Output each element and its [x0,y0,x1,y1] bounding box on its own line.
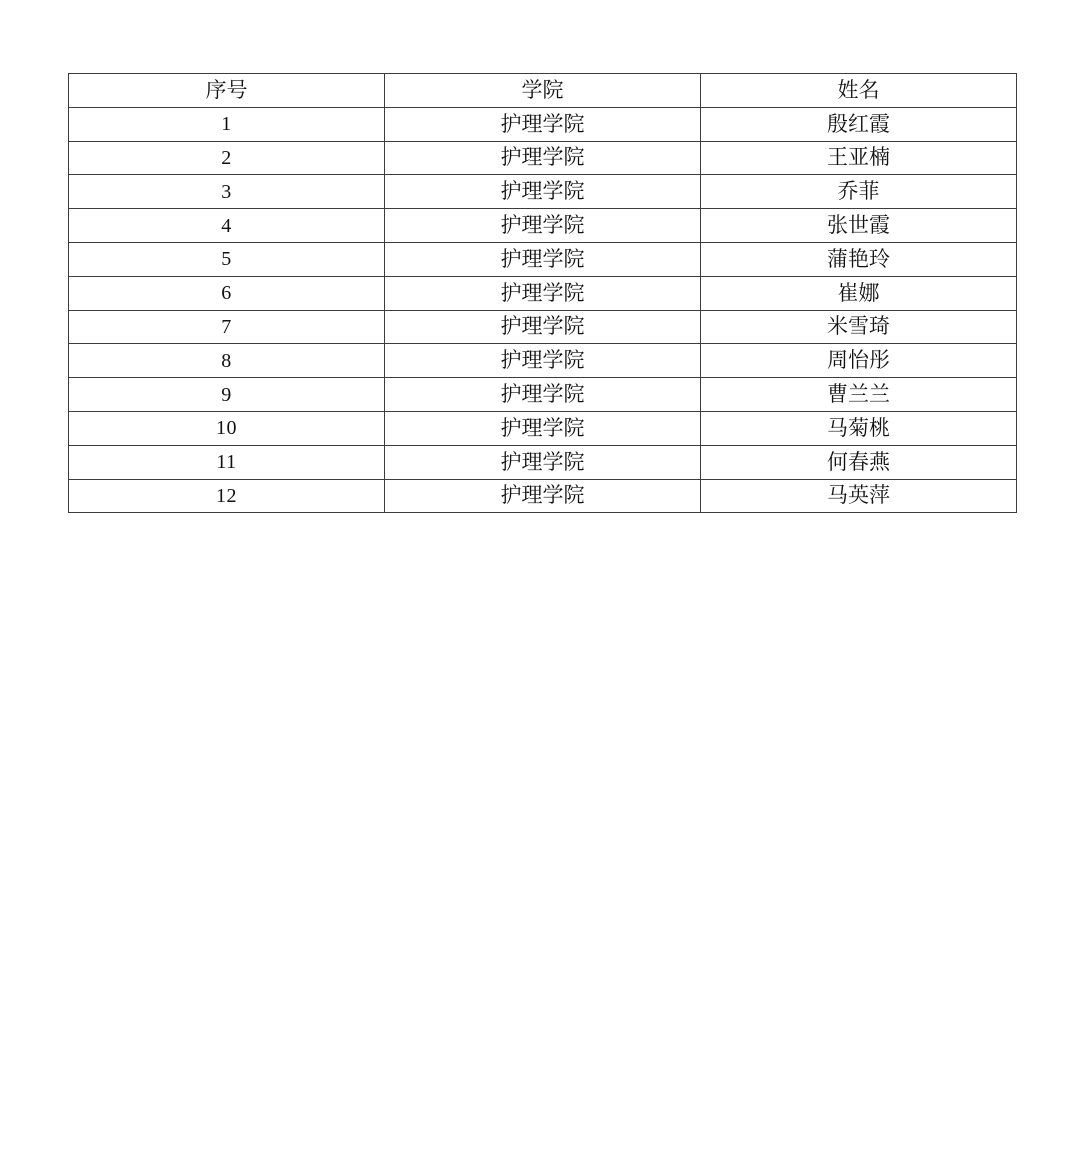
serial-number-cell: 1 [69,107,385,141]
serial-number-cell: 2 [69,141,385,175]
name-cell: 米雪琦 [701,310,1017,344]
college-cell: 护理学院 [385,378,701,412]
name-cell: 马英萍 [701,479,1017,513]
header-cell-name: 姓名 [701,74,1017,108]
serial-number-cell: 4 [69,209,385,243]
name-cell: 曹兰兰 [701,378,1017,412]
table-row [69,445,1017,479]
name-cell: 周怡彤 [701,344,1017,378]
college-cell: 护理学院 [385,209,701,243]
name-cell: 乔菲 [701,175,1017,209]
name-cell: 何春燕 [701,445,1017,479]
header-cell-serial-number: 序号 [69,74,385,108]
name-cell: 王亚楠 [701,141,1017,175]
table-row [69,479,1017,513]
college-cell: 护理学院 [385,107,701,141]
college-cell: 护理学院 [385,242,701,276]
college-cell: 护理学院 [385,175,701,209]
table-row [69,209,1017,243]
serial-number-cell: 9 [69,378,385,412]
college-cell: 护理学院 [385,445,701,479]
college-cell: 护理学院 [385,479,701,513]
college-cell: 护理学院 [385,310,701,344]
serial-number-cell: 7 [69,310,385,344]
college-cell: 护理学院 [385,411,701,445]
name-cell: 殷红霞 [701,107,1017,141]
name-cell: 崔娜 [701,276,1017,310]
table-row [69,175,1017,209]
serial-number-cell: 10 [69,411,385,445]
college-cell: 护理学院 [385,141,701,175]
table-row [69,344,1017,378]
serial-number-cell: 5 [69,242,385,276]
name-cell: 蒲艳玲 [701,242,1017,276]
college-cell: 护理学院 [385,276,701,310]
name-cell: 马菊桃 [701,411,1017,445]
serial-number-cell: 11 [69,445,385,479]
table-row [69,141,1017,175]
table-row [69,411,1017,445]
serial-number-cell: 3 [69,175,385,209]
table-header-row [69,74,1017,108]
table-row [69,276,1017,310]
table-row [69,242,1017,276]
college-cell: 护理学院 [385,344,701,378]
serial-number-cell: 12 [69,479,385,513]
serial-number-cell: 8 [69,344,385,378]
header-cell-college: 学院 [385,74,701,108]
table-row [69,310,1017,344]
serial-number-cell: 6 [69,276,385,310]
table-row [69,378,1017,412]
table-row [69,107,1017,141]
roster-table [68,73,1017,513]
name-cell: 张世霞 [701,209,1017,243]
